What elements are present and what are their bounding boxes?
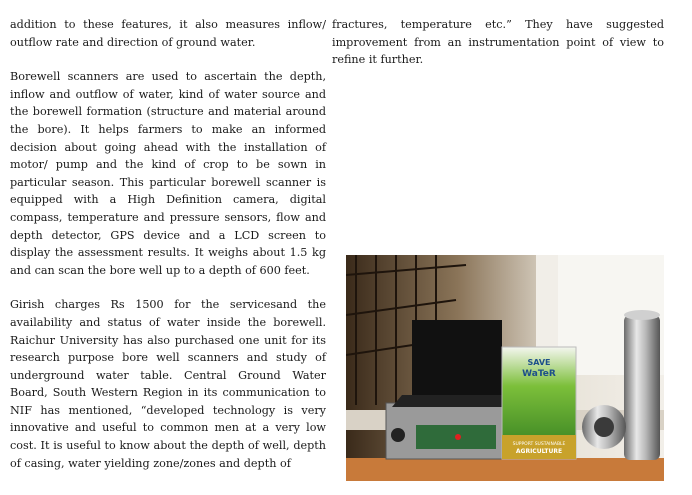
borewell-scanner-photo [346, 255, 664, 481]
paragraph-girish-charges: Girish charges Rs 1500 for the servicesand the availability and status of water inside the borewell. Raichur University has also purchased one unit for its research purpose bore well scanners and study of underground water table. Central Ground Water Board, South Western Region in its communication to NIF has mentioned, “developed technology is very innovative and useful to common men at a very low cost. It is useful to know about the depth of well, depth of casing, water yielding zone/zones and depth of [10, 298, 326, 470]
right-text-column [332, 16, 664, 69]
laptop-screen [412, 320, 502, 395]
paragraph-borewell-scanners: Borewell scanners are used to ascertain the depth, inflow and outflow of water, kind of water source and the borewell formation (structure and material around the bore). It helps farmers to make an informed decision about going ahead with the installation of motor/ pump and the kind of crop to be sown in particular season. This particular borewell scanner is equipped with a High Definition camera, digital compass, temperature and pressure sensors, flow and depth detector, GPS device and a LCD screen to display the assessment results. It weighs about 1.5 kg and can scan the bore well up to a depth of 600 feet. [10, 70, 326, 277]
poster-footer-line1: SUPPORT SUSTAINABLE [512, 442, 566, 447]
probe-cylinder-top [624, 310, 660, 320]
left-text-column [10, 16, 326, 472]
probe-cylinder [624, 315, 660, 460]
paragraph-fractures: fractures, temperature etc.” They have suggested improvement from an instrumentation point of view to refine it further. [332, 18, 664, 67]
poster-title-line2: WaTeR [522, 369, 556, 379]
camera-lens [594, 417, 614, 437]
poster-footer-line2: AGRICULTURE [515, 448, 563, 455]
poster-title-line1: SAVE [527, 358, 551, 367]
paragraph-inflow-outflow: addition to these features, it also measures inflow/ outflow rate and direction of ground water. [10, 18, 326, 49]
device-red-light [455, 434, 461, 440]
table-edge [346, 458, 664, 481]
device-knob [391, 428, 405, 442]
poster-footer-band [502, 435, 576, 459]
